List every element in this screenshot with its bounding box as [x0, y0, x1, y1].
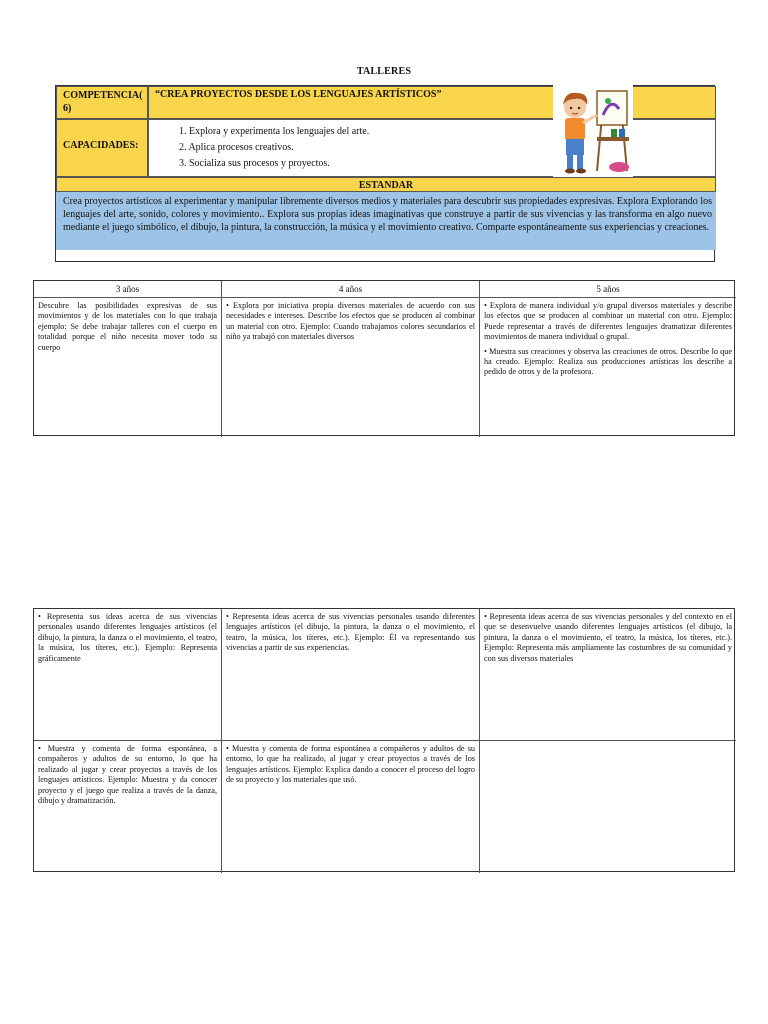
cell-5-anos [480, 298, 736, 437]
capacidades-label: CAPACIDADES: [56, 119, 148, 177]
cell-3-anos-representa [34, 609, 222, 741]
cell-5-anos-representa [480, 609, 736, 741]
capacidad-item: 1. Explora y experimenta los lenguajes del arte. [179, 126, 370, 137]
competencia-text: “CREA PROYECTOS DESDE LOS LENGUAJES ARTÍSTICOS” [148, 86, 716, 119]
capacidad-item: 3. Socializa sus procesos y proyectos. [179, 158, 330, 169]
header-3-anos: 3 años [34, 281, 222, 298]
cell-3-anos [34, 298, 222, 437]
cell-text: • Explora de manera individual y/o grupal diversos materiales y describe los efectos que se producen al combinar un material con otro. Ejemplo: Puede representar a través de diferentes lenguajes dramatizar diferentes movimientos de manera individual o grupal. [484, 301, 732, 342]
estandar-text: Crea proyectos artísticos al experimentar y manipular libremente diversos medios y materiales para descubrir sus propiedades expresivas. Explora Explorando los lenguajes del arte, sonido, colores y movimiento.. Explora sus propias ideas imaginativas que construye a partir de sus vivencias y las transforma en algo nuevo mediante el juego simbólico, el dibujo, la pintura, la construcción, la música y el movimiento creativo. Comparte espontáneamente sus experiencias y creaciones. [56, 192, 716, 250]
header-4-anos: 4 años [222, 281, 480, 298]
cell-text: • Representa sus ideas acerca de sus vivencias personales usando diferentes lenguajes artísticos (el dibujo, la pintura, la danza o el movimiento, el teatro, la música, los títeres, etc.). Ejemplo: Representa gráficamente [38, 612, 217, 663]
cell-3-anos-muestra [34, 741, 222, 873]
cell-text: • Explora por iniciativa propia diversos materiales de acuerdo con sus necesidades e intereses. Describe los efectos que se producen al combinar un material con otro. Ejemplo: Cuando trabajamos colores secundarios el niño ya trabajó con materiales diversos [226, 301, 475, 342]
age-table-continued [33, 608, 735, 872]
competencia-label: COMPETENCIA( 6) [56, 86, 148, 119]
cell-4-anos [222, 298, 480, 437]
cell-text: • Representa ideas acerca de sus vivencias personales y del contexto en el que se desenvuelve usando diferentes lenguajes artísticos (el dibujo, la pintura, la danza o el movimiento, el teatro, la música, los títeres, etc.). Ejemplo: Representa más ampliamente las costumbres de su comunidad y con sus diversos materiales [484, 612, 732, 663]
page-title: TALLERES [356, 66, 412, 77]
cell-4-anos-muestra [222, 741, 480, 873]
child-painting-illustration [553, 85, 633, 177]
header-5-anos: 5 años [480, 281, 736, 298]
cell-text: • Muestra y comenta de forma espontánea a compañeros y adultos de su entorno, lo que ha realizado, al jugar y crear proyectos a través de los lenguajes artísticos. Ejemplo: Explica dando a conocer el proceso del logro de su proyecto y los materiales que usó. [226, 744, 475, 785]
cell-text: Descubre las posibilidades expresivas de sus movimientos y de los materiales con lo que trabaja ejemplo: Se debe trabajar talleres con el cuerpo en totalidad porque el niño necesita mover todo su cuerpo [38, 301, 217, 352]
cell-text: • Muestra y comenta de forma espontánea, a compañeros y adultos de su entorno, lo que ha realizado al jugar y crear proyectos a través de los lenguajes artísticos. Ejemplo: Muestra y da conocer proyecto y el juego que realiza a través de la danza, dibujo y dramatización. [38, 744, 217, 806]
age-table [33, 280, 735, 436]
capacidad-item: 2. Aplica procesos creativos. [179, 142, 294, 153]
estandar-label: ESTANDAR [56, 177, 716, 192]
cell-5-anos-muestra [480, 741, 736, 873]
cell-4-anos-representa [222, 609, 480, 741]
cell-text: • Representa ideas acerca de sus vivencias personales usando diferentes lenguajes artísticos (el dibujo, la pintura, la danza o el movimiento, el teatro, la música, los títeres, etc.). Ejemplo: Él va representando sus vivencias a partir de sus experiencias. [226, 612, 475, 653]
cell-text: • Muestra sus creaciones y observa las creaciones de otros. Describe lo que ha creado. Ejemplo: Realiza sus producciones artísticas los describe a pedido de otros y de la profesora. [484, 346, 732, 377]
